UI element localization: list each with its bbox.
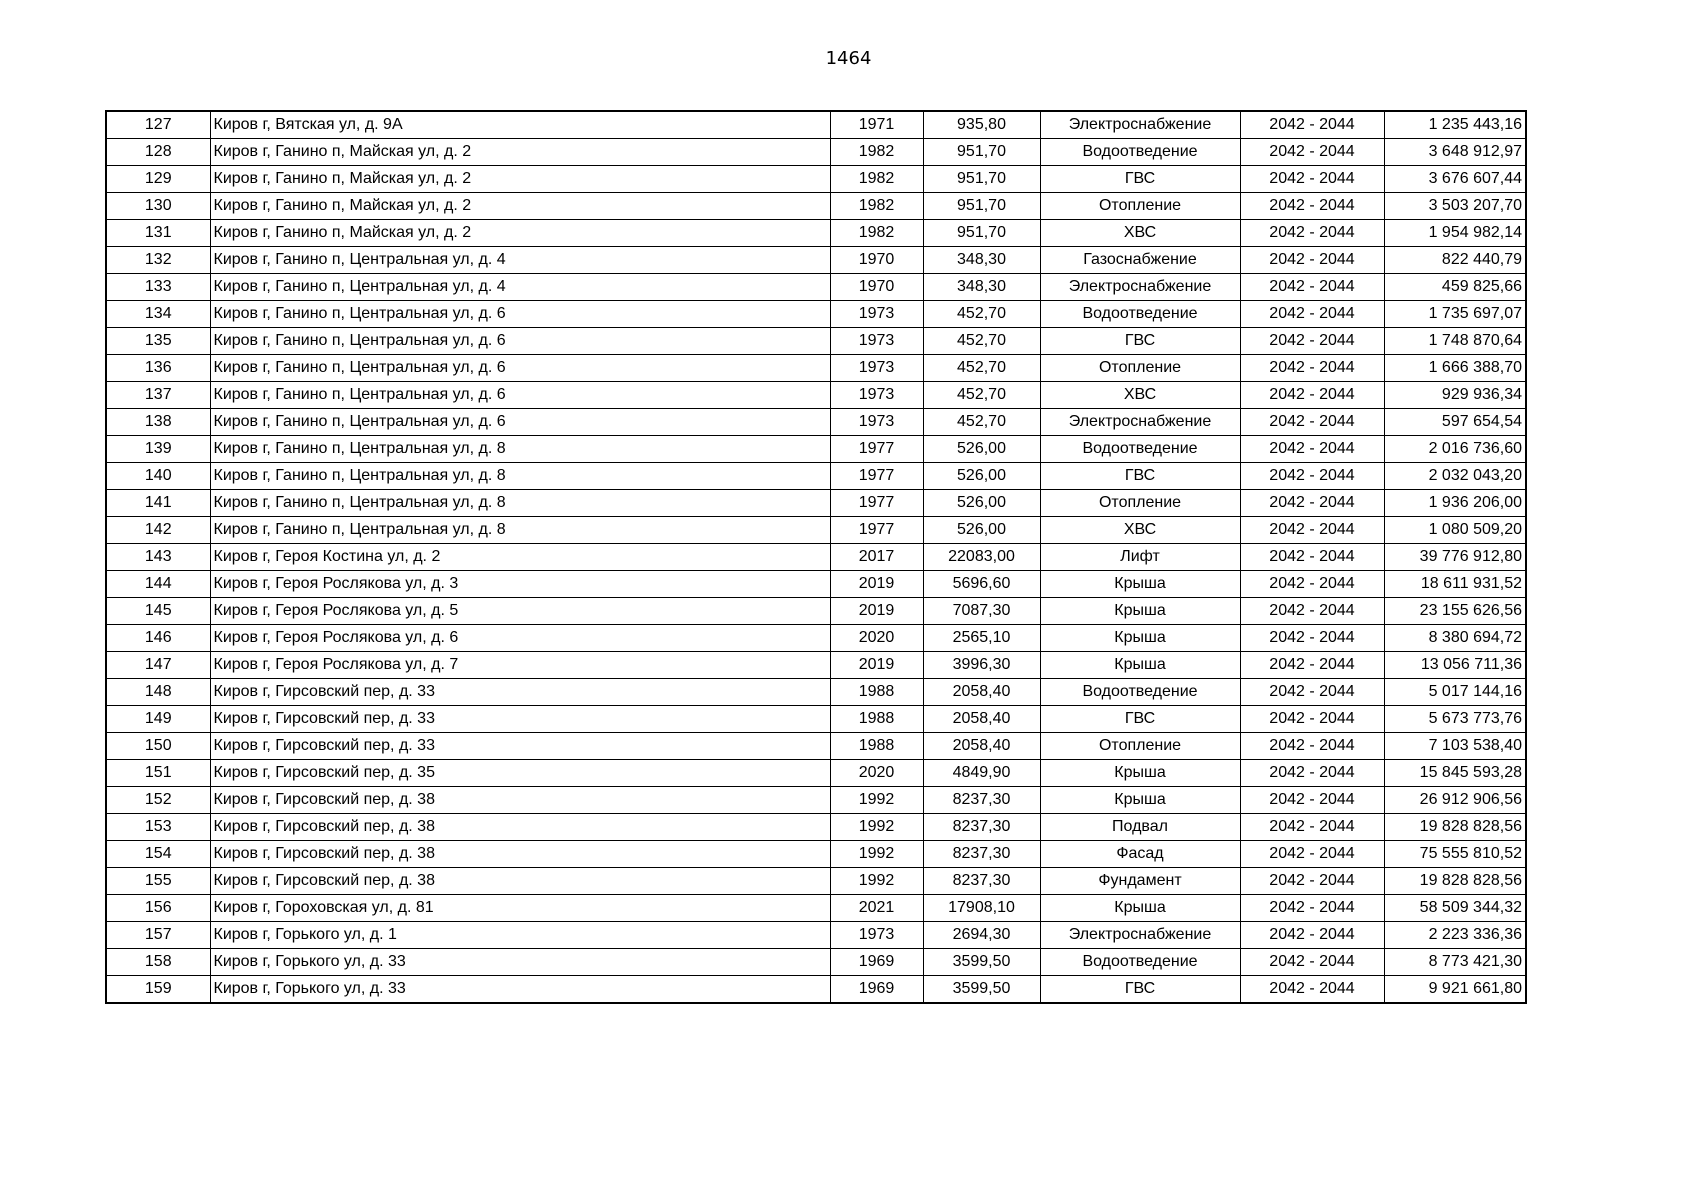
table-row [106, 652, 1526, 679]
cost-cell: 1 954 982,14 [1384, 220, 1526, 247]
period-cell: 2042 - 2044 [1240, 517, 1384, 544]
table-row [106, 247, 1526, 274]
cost-cell: 19 828 828,56 [1384, 814, 1526, 841]
area-cell: 4849,90 [923, 760, 1040, 787]
table-row [106, 706, 1526, 733]
row-number-cell: 146 [106, 625, 210, 652]
row-number-cell: 127 [106, 111, 210, 139]
area-cell: 951,70 [923, 166, 1040, 193]
address-cell: Киров г, Гороховская ул, д. 81 [210, 895, 830, 922]
area-cell: 7087,30 [923, 598, 1040, 625]
work-type-cell: Электроснабжение [1040, 409, 1240, 436]
period-cell: 2042 - 2044 [1240, 111, 1384, 139]
cost-cell: 5 017 144,16 [1384, 679, 1526, 706]
work-type-cell: Крыша [1040, 895, 1240, 922]
table-row [106, 868, 1526, 895]
row-number-cell: 150 [106, 733, 210, 760]
period-cell: 2042 - 2044 [1240, 841, 1384, 868]
work-type-cell: Электроснабжение [1040, 922, 1240, 949]
work-type-cell: ГВС [1040, 166, 1240, 193]
table-row [106, 841, 1526, 868]
work-type-cell: Лифт [1040, 544, 1240, 571]
cost-cell: 5 673 773,76 [1384, 706, 1526, 733]
year-built-cell: 1973 [830, 301, 923, 328]
area-cell: 3599,50 [923, 949, 1040, 976]
row-number-cell: 134 [106, 301, 210, 328]
cost-cell: 459 825,66 [1384, 274, 1526, 301]
row-number-cell: 153 [106, 814, 210, 841]
work-type-cell: Электроснабжение [1040, 274, 1240, 301]
year-built-cell: 1982 [830, 220, 923, 247]
address-cell: Киров г, Ганино п, Центральная ул, д. 4 [210, 247, 830, 274]
address-cell: Киров г, Ганино п, Центральная ул, д. 6 [210, 328, 830, 355]
year-built-cell: 1992 [830, 868, 923, 895]
area-cell: 452,70 [923, 301, 1040, 328]
table-row [106, 814, 1526, 841]
work-type-cell: Водоотведение [1040, 679, 1240, 706]
table-row [106, 220, 1526, 247]
year-built-cell: 2017 [830, 544, 923, 571]
work-type-cell: Крыша [1040, 625, 1240, 652]
table-row [106, 463, 1526, 490]
address-cell: Киров г, Горького ул, д. 33 [210, 976, 830, 1004]
row-number-cell: 158 [106, 949, 210, 976]
period-cell: 2042 - 2044 [1240, 787, 1384, 814]
work-type-cell: Крыша [1040, 571, 1240, 598]
work-type-cell: ГВС [1040, 328, 1240, 355]
address-cell: Киров г, Гирсовский пер, д. 35 [210, 760, 830, 787]
row-number-cell: 142 [106, 517, 210, 544]
year-built-cell: 1969 [830, 949, 923, 976]
period-cell: 2042 - 2044 [1240, 166, 1384, 193]
year-built-cell: 1988 [830, 706, 923, 733]
work-type-cell: Отопление [1040, 355, 1240, 382]
row-number-cell: 135 [106, 328, 210, 355]
address-cell: Киров г, Вятская ул, д. 9А [210, 111, 830, 139]
year-built-cell: 1973 [830, 328, 923, 355]
cost-cell: 2 223 336,36 [1384, 922, 1526, 949]
table-row [106, 598, 1526, 625]
work-type-cell: Водоотведение [1040, 436, 1240, 463]
area-cell: 2058,40 [923, 679, 1040, 706]
work-type-cell: Водоотведение [1040, 949, 1240, 976]
cost-cell: 1 748 870,64 [1384, 328, 1526, 355]
address-cell: Киров г, Ганино п, Центральная ул, д. 8 [210, 436, 830, 463]
cost-cell: 8 380 694,72 [1384, 625, 1526, 652]
table-row [106, 544, 1526, 571]
area-cell: 526,00 [923, 517, 1040, 544]
row-number-cell: 132 [106, 247, 210, 274]
cost-cell: 597 654,54 [1384, 409, 1526, 436]
area-cell: 951,70 [923, 139, 1040, 166]
table-row [106, 949, 1526, 976]
period-cell: 2042 - 2044 [1240, 895, 1384, 922]
table-row [106, 517, 1526, 544]
row-number-cell: 133 [106, 274, 210, 301]
year-built-cell: 2019 [830, 598, 923, 625]
row-number-cell: 144 [106, 571, 210, 598]
address-cell: Киров г, Гирсовский пер, д. 38 [210, 787, 830, 814]
work-type-cell: Водоотведение [1040, 139, 1240, 166]
row-number-cell: 159 [106, 976, 210, 1004]
period-cell: 2042 - 2044 [1240, 139, 1384, 166]
table-row [106, 895, 1526, 922]
year-built-cell: 1977 [830, 517, 923, 544]
year-built-cell: 1973 [830, 382, 923, 409]
row-number-cell: 148 [106, 679, 210, 706]
cost-cell: 19 828 828,56 [1384, 868, 1526, 895]
period-cell: 2042 - 2044 [1240, 382, 1384, 409]
table-row [106, 139, 1526, 166]
address-cell: Киров г, Гирсовский пер, д. 38 [210, 868, 830, 895]
cost-cell: 39 776 912,80 [1384, 544, 1526, 571]
year-built-cell: 2019 [830, 652, 923, 679]
year-built-cell: 1973 [830, 355, 923, 382]
table-row [106, 328, 1526, 355]
year-built-cell: 1970 [830, 274, 923, 301]
work-type-cell: Крыша [1040, 787, 1240, 814]
cost-cell: 1 235 443,16 [1384, 111, 1526, 139]
period-cell: 2042 - 2044 [1240, 220, 1384, 247]
area-cell: 452,70 [923, 355, 1040, 382]
row-number-cell: 152 [106, 787, 210, 814]
row-number-cell: 147 [106, 652, 210, 679]
table-row [106, 382, 1526, 409]
period-cell: 2042 - 2044 [1240, 490, 1384, 517]
table-body [106, 111, 1526, 1003]
address-cell: Киров г, Героя Рослякова ул, д. 7 [210, 652, 830, 679]
period-cell: 2042 - 2044 [1240, 301, 1384, 328]
table-row [106, 787, 1526, 814]
period-cell: 2042 - 2044 [1240, 463, 1384, 490]
row-number-cell: 136 [106, 355, 210, 382]
work-type-cell: ХВС [1040, 382, 1240, 409]
address-cell: Киров г, Героя Рослякова ул, д. 3 [210, 571, 830, 598]
year-built-cell: 1988 [830, 679, 923, 706]
cost-cell: 822 440,79 [1384, 247, 1526, 274]
cost-cell: 13 056 711,36 [1384, 652, 1526, 679]
table-row [106, 733, 1526, 760]
repair-schedule-table [105, 110, 1527, 1004]
address-cell: Киров г, Ганино п, Майская ул, д. 2 [210, 193, 830, 220]
cost-cell: 2 032 043,20 [1384, 463, 1526, 490]
address-cell: Киров г, Героя Рослякова ул, д. 6 [210, 625, 830, 652]
year-built-cell: 1992 [830, 841, 923, 868]
area-cell: 2565,10 [923, 625, 1040, 652]
address-cell: Киров г, Гирсовский пер, д. 38 [210, 814, 830, 841]
page-number: 1464 [825, 48, 872, 69]
area-cell: 5696,60 [923, 571, 1040, 598]
year-built-cell: 1971 [830, 111, 923, 139]
area-cell: 348,30 [923, 274, 1040, 301]
year-built-cell: 1992 [830, 814, 923, 841]
period-cell: 2042 - 2044 [1240, 409, 1384, 436]
table-row [106, 355, 1526, 382]
row-number-cell: 138 [106, 409, 210, 436]
cost-cell: 9 921 661,80 [1384, 976, 1526, 1004]
period-cell: 2042 - 2044 [1240, 355, 1384, 382]
period-cell: 2042 - 2044 [1240, 922, 1384, 949]
area-cell: 526,00 [923, 436, 1040, 463]
address-cell: Киров г, Ганино п, Майская ул, д. 2 [210, 220, 830, 247]
row-number-cell: 131 [106, 220, 210, 247]
work-type-cell: Водоотведение [1040, 301, 1240, 328]
period-cell: 2042 - 2044 [1240, 976, 1384, 1004]
row-number-cell: 139 [106, 436, 210, 463]
table-row [106, 274, 1526, 301]
year-built-cell: 1977 [830, 490, 923, 517]
period-cell: 2042 - 2044 [1240, 598, 1384, 625]
area-cell: 935,80 [923, 111, 1040, 139]
area-cell: 452,70 [923, 409, 1040, 436]
cost-cell: 929 936,34 [1384, 382, 1526, 409]
work-type-cell: Отопление [1040, 733, 1240, 760]
year-built-cell: 1977 [830, 436, 923, 463]
address-cell: Киров г, Горького ул, д. 33 [210, 949, 830, 976]
table-row [106, 976, 1526, 1004]
period-cell: 2042 - 2044 [1240, 328, 1384, 355]
row-number-cell: 151 [106, 760, 210, 787]
row-number-cell: 155 [106, 868, 210, 895]
period-cell: 2042 - 2044 [1240, 625, 1384, 652]
area-cell: 2694,30 [923, 922, 1040, 949]
table-row [106, 436, 1526, 463]
period-cell: 2042 - 2044 [1240, 571, 1384, 598]
area-cell: 2058,40 [923, 733, 1040, 760]
address-cell: Киров г, Ганино п, Центральная ул, д. 6 [210, 355, 830, 382]
address-cell: Киров г, Ганино п, Центральная ул, д. 6 [210, 409, 830, 436]
year-built-cell: 1970 [830, 247, 923, 274]
address-cell: Киров г, Ганино п, Центральная ул, д. 8 [210, 517, 830, 544]
cost-cell: 18 611 931,52 [1384, 571, 1526, 598]
cost-cell: 7 103 538,40 [1384, 733, 1526, 760]
cost-cell: 2 016 736,60 [1384, 436, 1526, 463]
row-number-cell: 128 [106, 139, 210, 166]
cost-cell: 1 936 206,00 [1384, 490, 1526, 517]
address-cell: Киров г, Ганино п, Майская ул, д. 2 [210, 166, 830, 193]
work-type-cell: Отопление [1040, 193, 1240, 220]
address-cell: Киров г, Гирсовский пер, д. 33 [210, 706, 830, 733]
cost-cell: 58 509 344,32 [1384, 895, 1526, 922]
address-cell: Киров г, Гирсовский пер, д. 33 [210, 733, 830, 760]
period-cell: 2042 - 2044 [1240, 544, 1384, 571]
row-number-cell: 154 [106, 841, 210, 868]
area-cell: 8237,30 [923, 814, 1040, 841]
year-built-cell: 2021 [830, 895, 923, 922]
period-cell: 2042 - 2044 [1240, 733, 1384, 760]
cost-cell: 3 503 207,70 [1384, 193, 1526, 220]
cost-cell: 1 666 388,70 [1384, 355, 1526, 382]
row-number-cell: 143 [106, 544, 210, 571]
table-row [106, 760, 1526, 787]
area-cell: 3599,50 [923, 976, 1040, 1004]
row-number-cell: 129 [106, 166, 210, 193]
work-type-cell: Крыша [1040, 652, 1240, 679]
area-cell: 452,70 [923, 382, 1040, 409]
cost-cell: 3 648 912,97 [1384, 139, 1526, 166]
address-cell: Киров г, Ганино п, Центральная ул, д. 8 [210, 463, 830, 490]
address-cell: Киров г, Горького ул, д. 1 [210, 922, 830, 949]
period-cell: 2042 - 2044 [1240, 652, 1384, 679]
row-number-cell: 156 [106, 895, 210, 922]
work-type-cell: Фасад [1040, 841, 1240, 868]
table-row [106, 111, 1526, 139]
year-built-cell: 1977 [830, 463, 923, 490]
year-built-cell: 2019 [830, 571, 923, 598]
address-cell: Киров г, Ганино п, Центральная ул, д. 4 [210, 274, 830, 301]
cost-cell: 1 080 509,20 [1384, 517, 1526, 544]
area-cell: 951,70 [923, 220, 1040, 247]
work-type-cell: Отопление [1040, 490, 1240, 517]
period-cell: 2042 - 2044 [1240, 247, 1384, 274]
period-cell: 2042 - 2044 [1240, 760, 1384, 787]
table-row [106, 571, 1526, 598]
area-cell: 3996,30 [923, 652, 1040, 679]
table-row [106, 625, 1526, 652]
area-cell: 951,70 [923, 193, 1040, 220]
period-cell: 2042 - 2044 [1240, 436, 1384, 463]
year-built-cell: 2020 [830, 760, 923, 787]
area-cell: 17908,10 [923, 895, 1040, 922]
cost-cell: 3 676 607,44 [1384, 166, 1526, 193]
year-built-cell: 1992 [830, 787, 923, 814]
area-cell: 8237,30 [923, 868, 1040, 895]
period-cell: 2042 - 2044 [1240, 706, 1384, 733]
row-number-cell: 157 [106, 922, 210, 949]
year-built-cell: 1982 [830, 193, 923, 220]
table-row [106, 409, 1526, 436]
area-cell: 452,70 [923, 328, 1040, 355]
year-built-cell: 1969 [830, 976, 923, 1004]
work-type-cell: ГВС [1040, 976, 1240, 1004]
period-cell: 2042 - 2044 [1240, 949, 1384, 976]
address-cell: Киров г, Героя Костина ул, д. 2 [210, 544, 830, 571]
address-cell: Киров г, Ганино п, Центральная ул, д. 6 [210, 301, 830, 328]
address-cell: Киров г, Гирсовский пер, д. 33 [210, 679, 830, 706]
row-number-cell: 140 [106, 463, 210, 490]
period-cell: 2042 - 2044 [1240, 274, 1384, 301]
address-cell: Киров г, Ганино п, Центральная ул, д. 6 [210, 382, 830, 409]
work-type-cell: ХВС [1040, 517, 1240, 544]
area-cell: 526,00 [923, 490, 1040, 517]
table-row [106, 922, 1526, 949]
area-cell: 348,30 [923, 247, 1040, 274]
work-type-cell: Подвал [1040, 814, 1240, 841]
period-cell: 2042 - 2044 [1240, 679, 1384, 706]
work-type-cell: Крыша [1040, 760, 1240, 787]
year-built-cell: 1982 [830, 139, 923, 166]
address-cell: Киров г, Ганино п, Майская ул, д. 2 [210, 139, 830, 166]
table-row [106, 301, 1526, 328]
work-type-cell: ХВС [1040, 220, 1240, 247]
cost-cell: 75 555 810,52 [1384, 841, 1526, 868]
year-built-cell: 1982 [830, 166, 923, 193]
cost-cell: 23 155 626,56 [1384, 598, 1526, 625]
year-built-cell: 1988 [830, 733, 923, 760]
period-cell: 2042 - 2044 [1240, 193, 1384, 220]
row-number-cell: 145 [106, 598, 210, 625]
area-cell: 8237,30 [923, 841, 1040, 868]
cost-cell: 1 735 697,07 [1384, 301, 1526, 328]
work-type-cell: Газоснабжение [1040, 247, 1240, 274]
table-row [106, 679, 1526, 706]
work-type-cell: ГВС [1040, 463, 1240, 490]
row-number-cell: 137 [106, 382, 210, 409]
row-number-cell: 130 [106, 193, 210, 220]
cost-cell: 8 773 421,30 [1384, 949, 1526, 976]
year-built-cell: 2020 [830, 625, 923, 652]
work-type-cell: Фундамент [1040, 868, 1240, 895]
address-cell: Киров г, Гирсовский пер, д. 38 [210, 841, 830, 868]
row-number-cell: 141 [106, 490, 210, 517]
address-cell: Киров г, Героя Рослякова ул, д. 5 [210, 598, 830, 625]
table-row [106, 166, 1526, 193]
area-cell: 2058,40 [923, 706, 1040, 733]
address-cell: Киров г, Ганино п, Центральная ул, д. 8 [210, 490, 830, 517]
cost-cell: 15 845 593,28 [1384, 760, 1526, 787]
year-built-cell: 1973 [830, 922, 923, 949]
area-cell: 8237,30 [923, 787, 1040, 814]
work-type-cell: Электроснабжение [1040, 111, 1240, 139]
period-cell: 2042 - 2044 [1240, 814, 1384, 841]
cost-cell: 26 912 906,56 [1384, 787, 1526, 814]
table-row [106, 193, 1526, 220]
work-type-cell: ГВС [1040, 706, 1240, 733]
area-cell: 526,00 [923, 463, 1040, 490]
period-cell: 2042 - 2044 [1240, 868, 1384, 895]
area-cell: 22083,00 [923, 544, 1040, 571]
table-row [106, 490, 1526, 517]
row-number-cell: 149 [106, 706, 210, 733]
year-built-cell: 1973 [830, 409, 923, 436]
work-type-cell: Крыша [1040, 598, 1240, 625]
